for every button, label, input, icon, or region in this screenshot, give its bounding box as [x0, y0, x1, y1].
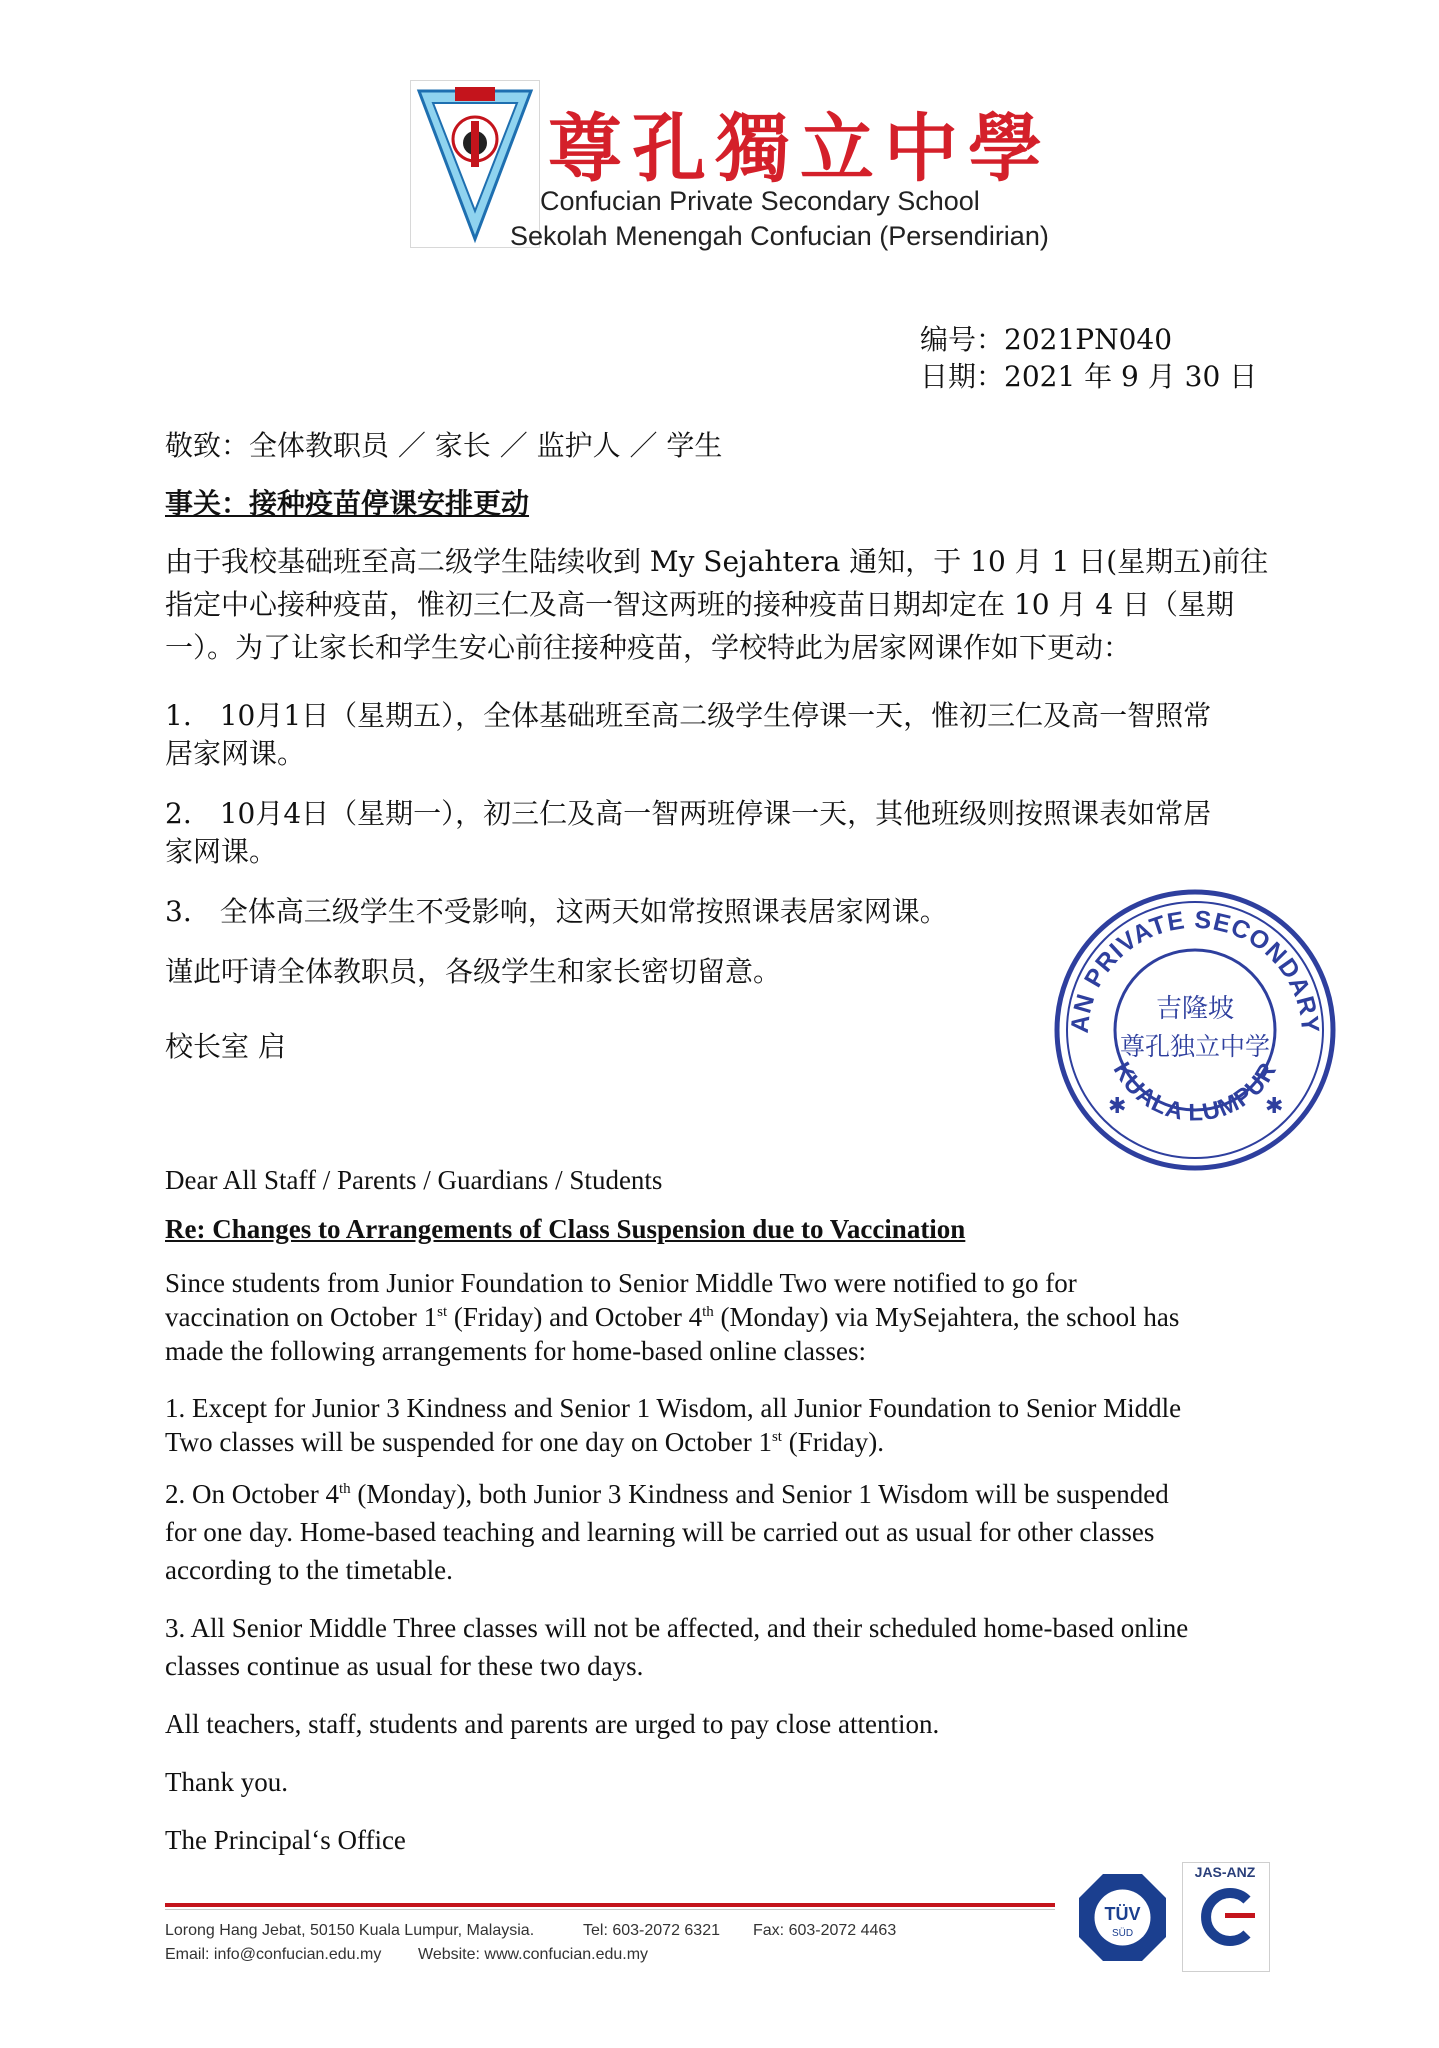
- english-item-1: 1. Except for Junior 3 Kindness and Senior 1 Wisdom, all Junior Foundation to Senior Middle: [165, 1393, 1182, 1423]
- english-item-2-cont: according to the timetable.: [165, 1555, 453, 1585]
- footer-tel: Tel: 603-2072 6321: [583, 1922, 720, 1939]
- english-item-2: 2. On October 4th (Monday), both Junior 3 Kindness and Senior 1 Wisdom will be suspended: [165, 1479, 1169, 1509]
- english-thanks: Thank you.: [165, 1767, 288, 1797]
- chinese-closing: 谨此吁请全体教职员，各级学生和家长密切留意。: [165, 955, 782, 988]
- chinese-item-2: 2. 10月4日（星期一），初三仁及高一智两班停课一天，其他班级则按照课表如常居: [165, 797, 1212, 830]
- chinese-intro-line: 指定中心接种疫苗，惟初三仁及高一智这两班的接种疫苗日期却定在 10 月 4 日（星期: [165, 588, 1235, 621]
- footer-divider: [165, 1903, 1055, 1907]
- stamp-bottom-text: KUALA LUMPUR: [1107, 1057, 1283, 1127]
- chinese-signature: 校长室 启: [165, 1030, 286, 1063]
- tuv-label: TÜV: [1104, 1904, 1141, 1924]
- letter-date: 日期：2021 年 9 月 30 日: [920, 360, 1258, 393]
- english-item-2-cont: for one day. Home-based teaching and learning will be carried out as usual for other classes: [165, 1517, 1155, 1547]
- english-intro-line: Since students from Junior Foundation to Senior Middle Two were notified to go for: [165, 1268, 1077, 1298]
- chinese-item-1-cont: 居家网课。: [165, 737, 306, 770]
- stamp-outer-text: AN PRIVATE SECONDARY: [1065, 905, 1325, 1035]
- english-closing: All teachers, staff, students and parents are urged to pay close attention.: [165, 1709, 940, 1739]
- english-item-3-cont: classes continue as usual for these two days.: [165, 1651, 644, 1681]
- chinese-subject: 事关：接种疫苗停课安排更动: [165, 487, 530, 520]
- english-signature: The Principal‘s Office: [165, 1825, 406, 1855]
- school-name-chinese: 尊孔獨立中學: [548, 106, 1052, 192]
- reference-number: 编号：2021PN040: [920, 323, 1173, 356]
- footer-address: Lorong Hang Jebat, 50150 Kuala Lumpur, Malaysia.: [165, 1922, 535, 1939]
- english-intro-line: vaccination on October 1st (Friday) and October 4th (Monday) via MySejahtera, the school has: [165, 1302, 1180, 1332]
- footer-email: Email: info@confucian.edu.my: [165, 1946, 382, 1963]
- footer-divider-thin: [165, 1909, 1055, 1910]
- english-subject: Re: Changes to Arrangements of Class Suspension due to Vaccination: [165, 1214, 966, 1244]
- stamp-star-icon: ✱: [1265, 1094, 1284, 1119]
- svg-text:KUALA LUMPUR: [1108, 1058, 1283, 1127]
- chinese-item-1: 1. 10月1日（星期五），全体基础班至高二级学生停课一天，惟初三仁及高一智照常: [165, 699, 1212, 732]
- english-item-1-cont: Two classes will be suspended for one day on October 1st (Friday).: [165, 1427, 884, 1457]
- chinese-item-2-cont: 家网课。: [165, 835, 278, 868]
- stamp-inner-line-2: 尊孔独立中学: [1119, 1032, 1271, 1061]
- chinese-intro-line: 一）。为了让家长和学生安心前往接种疫苗，学校特此为居家网课作如下更动：: [165, 631, 1132, 664]
- tuv-certification-logo: [1075, 1870, 1170, 1965]
- english-intro-line: made the following arrangements for home-based online classes:: [165, 1336, 867, 1366]
- tuv-sub-label: SÜD: [1111, 1928, 1134, 1939]
- stamp-star-icon: ✱: [1108, 1094, 1127, 1119]
- school-stamp: [1050, 885, 1340, 1175]
- chinese-item-3: 3. 全体高三级学生不受影响，这两天如常按照课表居家网课。: [165, 895, 948, 928]
- jas-anz-label: JAS-ANZ: [1194, 1864, 1256, 1880]
- english-salutation: Dear All Staff / Parents / Guardians / Students: [165, 1165, 663, 1195]
- school-name-malay: Sekolah Menengah Confucian (Persendirian): [510, 221, 1049, 251]
- footer-fax: Fax: 603-2072 4463: [753, 1922, 897, 1939]
- footer-website: Website: www.confucian.edu.my: [418, 1946, 649, 1963]
- chinese-intro-line: 由于我校基础班至高二级学生陆续收到 My Sejahtera 通知，于 10 月 1 日(星期五)前往: [165, 545, 1269, 578]
- english-item-3: 3. All Senior Middle Three classes will not be affected, and their scheduled home-based online: [165, 1613, 1189, 1643]
- jas-anz-badge-icon: [1195, 1886, 1255, 1948]
- stamp-inner-line-1: 吉隆坡: [1155, 994, 1235, 1024]
- school-name-english: Confucian Private Secondary School: [540, 186, 980, 216]
- chinese-salutation: 敬致：全体教职员 ／ 家长 ／ 监护人 ／ 学生: [165, 429, 723, 462]
